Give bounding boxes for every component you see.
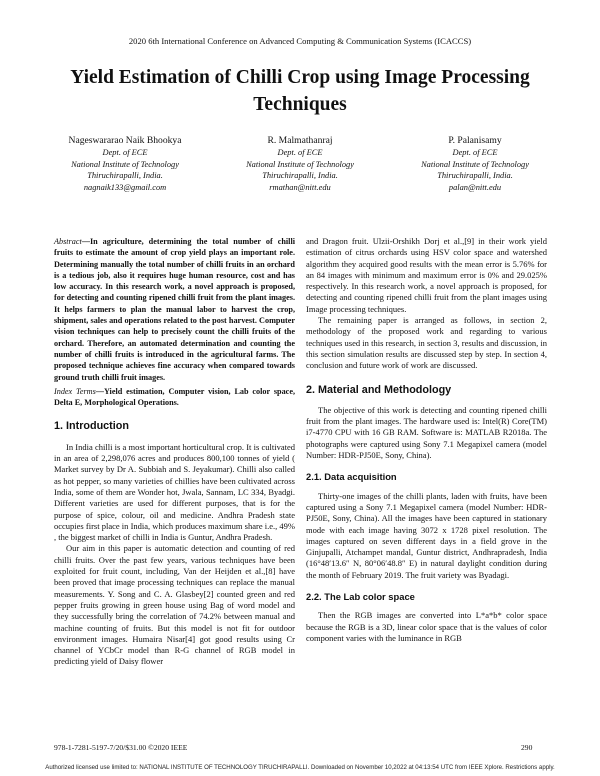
paper-title: Yield Estimation of Chilli Crop using Image Processing Techniques <box>70 67 530 115</box>
body-paragraph: The objective of this work is detecting and counting ripened chilli fruit from the plant images. The hardware used is: Intel(R) Core(TM) i7-4770 CPU with 16 GB RAM. Software is: MATLAB R2018a. The photographs were captured using Sony 7.1 Megapixel camera (model Number: HDR-PJ50E, Sony, China). <box>306 404 547 461</box>
author-dept: Dept. of ECE <box>102 148 148 157</box>
body-paragraph: The remaining paper is arranged as follows, in section 2, methodology of the proposed work and regarding to various techniques used in this research, in section 3, results and discussion, in this section simulation results are discussed step by step. In section 4, conclusion and future work of work are discussed. <box>306 315 547 371</box>
isbn-footer: 978-1-7281-5197-7/20/$31.00 ©2020 IEEE <box>54 743 188 752</box>
author-1 <box>40 134 210 193</box>
body-paragraph: Our aim in this paper is automatic detection and counting of red chilli fruits. Over the past few years, various techniques have been exploited for fruit count, including, Van der Heijden et al.,[8] have been proved that image processing techniques can replace the manual measurements. Y. Song and C. A. Glasbey[2] counted green and red pepper fruits growing in green house using Bag of word model and they successfully bring the correlation of 74.2% between manual and machine counting of fruits. But this model is not fit for outdoor environment images. Humaira Nisar[4] got good results using Cr channel of YCbCr model than R-G channel of RGB model in predicting yield of Daisy flower <box>54 543 295 667</box>
author-city: Thiruchirapalli, India. <box>262 171 338 181</box>
left-column <box>54 236 295 668</box>
author-name: P. Palanisamy <box>448 135 502 146</box>
body-paragraph: In India chilli is a most important horticultural crop. It is cultivated in an area of 2,298,076 acres and produces 800,100 tonnes of yield ( Market survey by Dr A. Subbiah and S. Jeyakumar). Chilli also called as hot pepper, so many varieties of chillies have been cultivated across India, some of them are Wonder hot, Jwala, Sannam, LC 334, Byadgi. Different varieties are used for different purposes, that is for the purpose of spice, colour, oil and medicine. Andhra Pradesh state occupies first place in India, which produces maximum share i.e., 49% , the biggest market of chilli in India is Guntur, Andhra Pradesh. <box>54 441 295 543</box>
abstract-text: —In agriculture, determining the total number of chilli fruits to estimate the amount of crop yield plays an important role. Determining manually the total number of chilli fruits in an orchard is a tedious job, also it requires huge human resource, cost and has low accuracy. In this research work, a novel approach is proposed, for detecting and counting ripened chilli fruit from the plant images. It helps farmers to plan the manual labor to harvest the crop, shipment, sales and operations related to the post harvest. Computer vision techniques can help to precisely count the chilli fruits of the orchard. Therefore, an automated determination and counting the number of chilli fruits is introduced in the agricultural farms. The proposed technique achieves fine accuracy when compared towards ground truth chilli fruit images. <box>54 237 295 382</box>
author-city: Thiruchirapalli, India. <box>87 171 163 181</box>
author-institute: National Institute of Technology <box>71 159 179 169</box>
author-dept: Dept. of ECE <box>277 148 323 157</box>
author-email[interactable]: nagnaik133@gmail.com <box>83 182 167 192</box>
body-paragraph: Thirty-one images of the chilli plants, laden with fruits, have been captured using a Sony 7.1 Megapixel camera (model Number: HDR-PJ50E, Sony, China). All the images have been captured in stationary mode with each image having 3072 x 1728 pixel resolution. The images captured on seven different days in a field grove in the Ginjupalli, Atchampet mandal, Guntur district, Andhrapradesh, India (16°48′13.6″ N, 80°06′48.8″ E) in natural daylight condition during the month of February 2019. The fruit variety was Byadagi. <box>306 490 547 580</box>
license-notice: Authorized licensed use limited to: NATIONAL INSTITUTE OF TECHNOLOGY TIRUCHIRAPALLI. Downloaded on November 10,2022 at 04:13:54 UTC from IEEE Xplore. Restrictions apply. <box>45 764 555 771</box>
author-block <box>40 134 560 193</box>
subsection-heading-lab-color-space: 2.2. The Lab color space <box>306 591 415 603</box>
author-name: R. Malmathanraj <box>267 135 333 146</box>
subsection-heading-data-acquisition: 2.1. Data acquisition <box>306 471 397 483</box>
author-email[interactable]: rmathan@nitt.edu <box>269 182 331 192</box>
abstract <box>54 236 295 383</box>
abstract-label: Abstract <box>54 237 82 246</box>
page-number: 290 <box>521 743 533 752</box>
index-terms-label: Index Terms <box>54 386 96 396</box>
body-paragraph: Then the RGB images are converted into L*a*b* color space because the RGB is a 3D, linear color space that is the values of color component varies with the luminance in RGB <box>306 610 547 643</box>
author-dept: Dept. of ECE <box>452 148 498 157</box>
index-terms-text: —Yield estimation, Computer vision, Lab color space, Delta E, Morphological Operations. <box>54 386 296 408</box>
author-city: Thiruchirapalli, India. <box>437 171 513 181</box>
author-email[interactable]: palan@nitt.edu <box>448 182 502 192</box>
index-terms <box>54 386 295 409</box>
author-2 <box>215 134 385 193</box>
author-3 <box>390 134 560 193</box>
author-name: Nageswararao Naik Bhookya <box>68 135 182 146</box>
section-heading-methodology: 2. Material and Methodology <box>306 383 452 396</box>
right-column <box>306 236 547 644</box>
author-institute: National Institute of Technology <box>421 159 529 169</box>
body-paragraph: and Dragon fruit. Ulzii-Orshikh Dorj et al.,[9] in their work yield estimation of citrus orchards using HSV color space and watershed algorithm they acquired good results with the mean error is 5.76% for an 84 images with minimum and maximum error is 0% and 29.025% respectively. In this research work, a novel approach is proposed, for detecting and counting ripened chilli fruit from the plant images using Image processing techniques. <box>306 236 547 314</box>
conference-header: 2020 6th International Conference on Advanced Computing & Communication Systems (ICACCS) <box>128 36 472 46</box>
section-heading-introduction: 1. Introduction <box>54 420 129 433</box>
author-institute: National Institute of Technology <box>246 159 354 169</box>
